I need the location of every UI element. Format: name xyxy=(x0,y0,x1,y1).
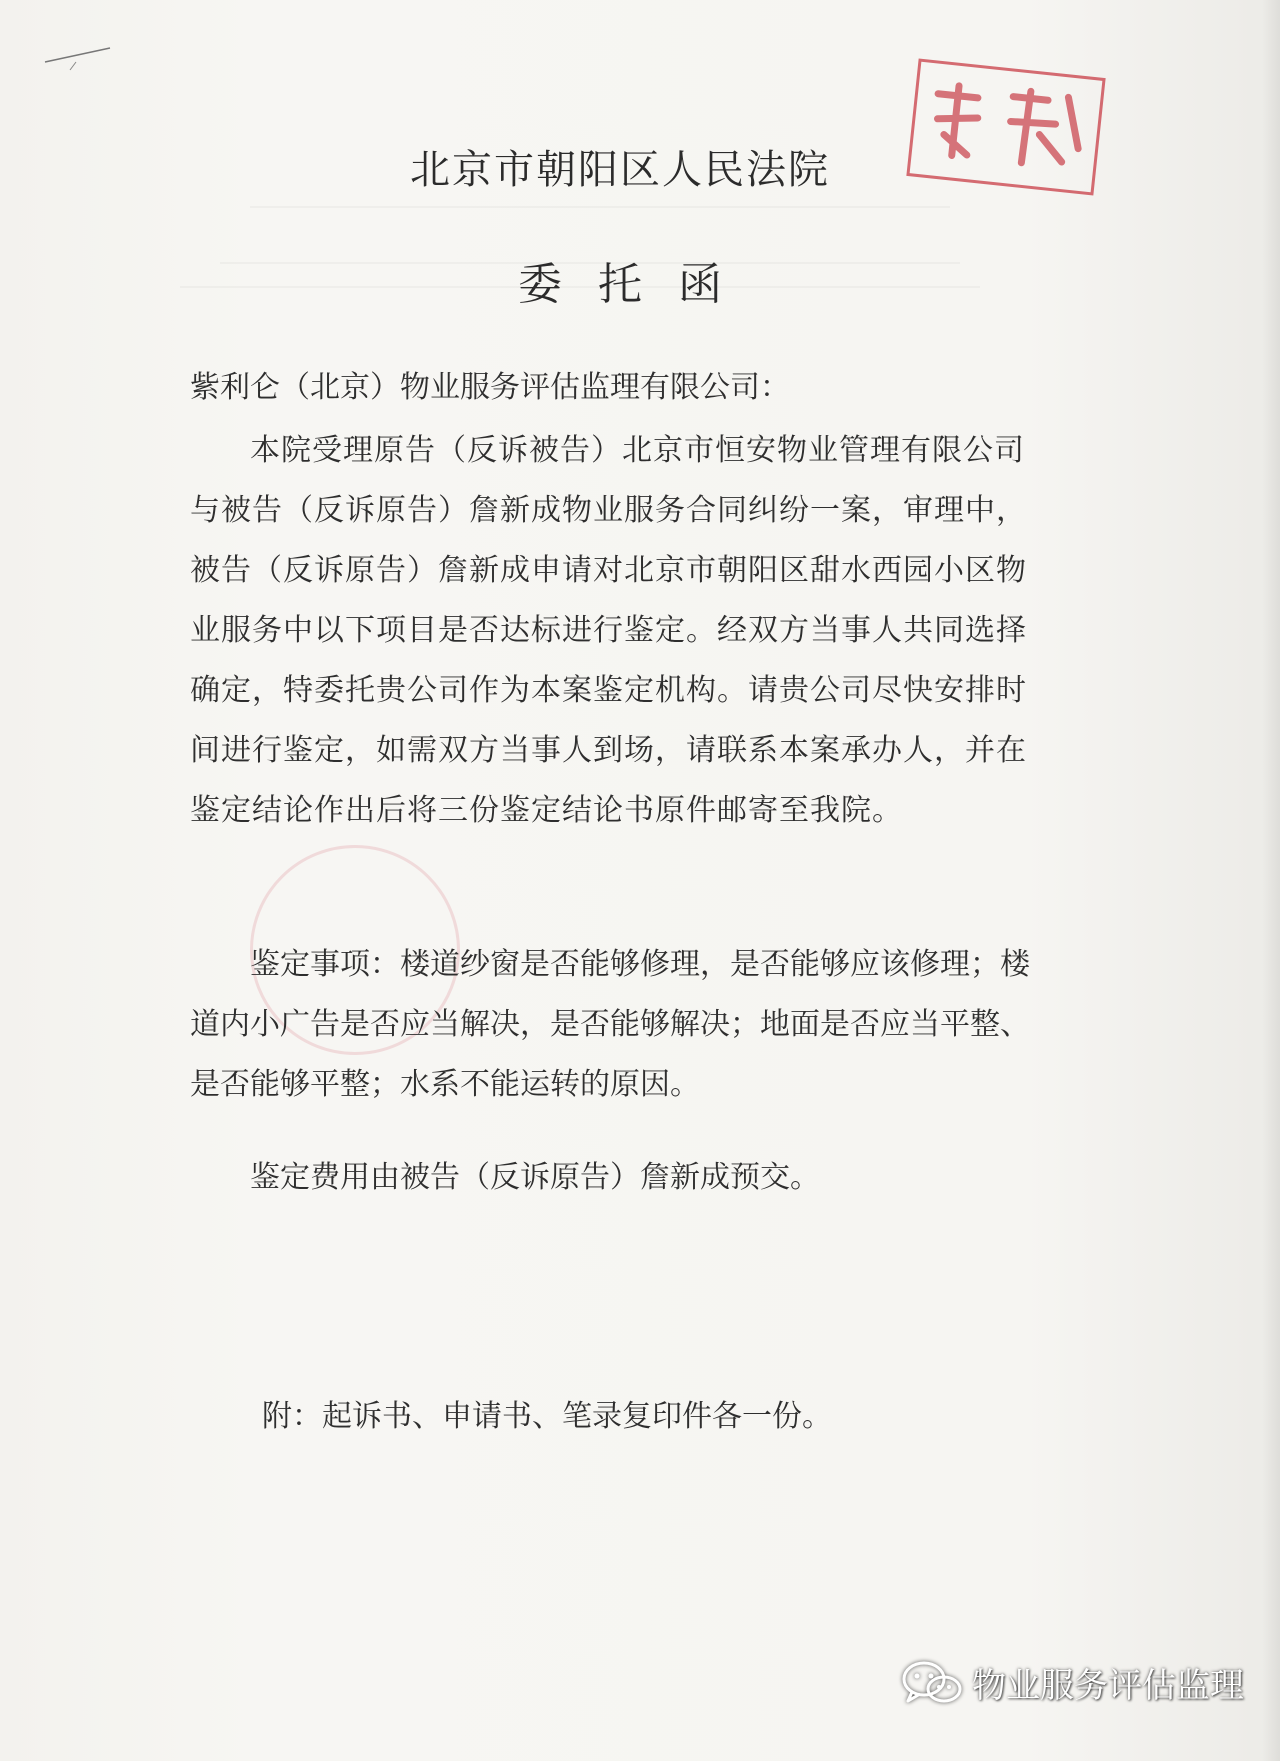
pen-scratch-mark xyxy=(40,40,120,80)
document-type-heading: 委托函 xyxy=(518,259,758,310)
court-name-heading: 北京市朝阳区人民法院 xyxy=(410,147,830,193)
wechat-watermark xyxy=(900,1658,1244,1707)
page-edge-shadow xyxy=(1262,0,1280,1761)
attachment-note: 附：起诉书、申请书、笔录复印件各一份。 xyxy=(262,1399,832,1434)
watermark-text: 物业服务评估监理 xyxy=(972,1666,1244,1706)
body-paragraph-appraisal-items: 鉴定事项：楼道纱窗是否能够修理，是否能够应该修理；楼道内小广告是否应当解决，是否能够解决；地面是否应当平整、是否能够平整；水系不能运转的原因。 xyxy=(190,947,1030,1102)
addressee: 紫利仑（北京）物业服务评估监理有限公司： xyxy=(190,370,790,405)
body-paragraph-fees: 鉴定费用由被告（反诉原告）詹新成预交。 xyxy=(250,1160,820,1195)
wechat-icon xyxy=(900,1659,964,1707)
bleed-through-line xyxy=(250,206,950,208)
body-paragraph-request: 本院受理原告（反诉被告）北京市恒安物业管理有限公司与被告（反诉原告）詹新成物业服务合同纠纷一案，审理中，被告（反诉原告）詹新成申请对北京市朝阳区甜水西园小区物业服务中以下项目是否达标进行鉴定。经双方当事人共同选择确定，特委托贵公司作为本案鉴定机构。请贵公司尽快安排时间进行鉴定，如需双方当事人到场，请联系本案承办人，并在鉴定结论作出后将三份鉴定结论书原件邮寄至我院。 xyxy=(190,433,1027,828)
